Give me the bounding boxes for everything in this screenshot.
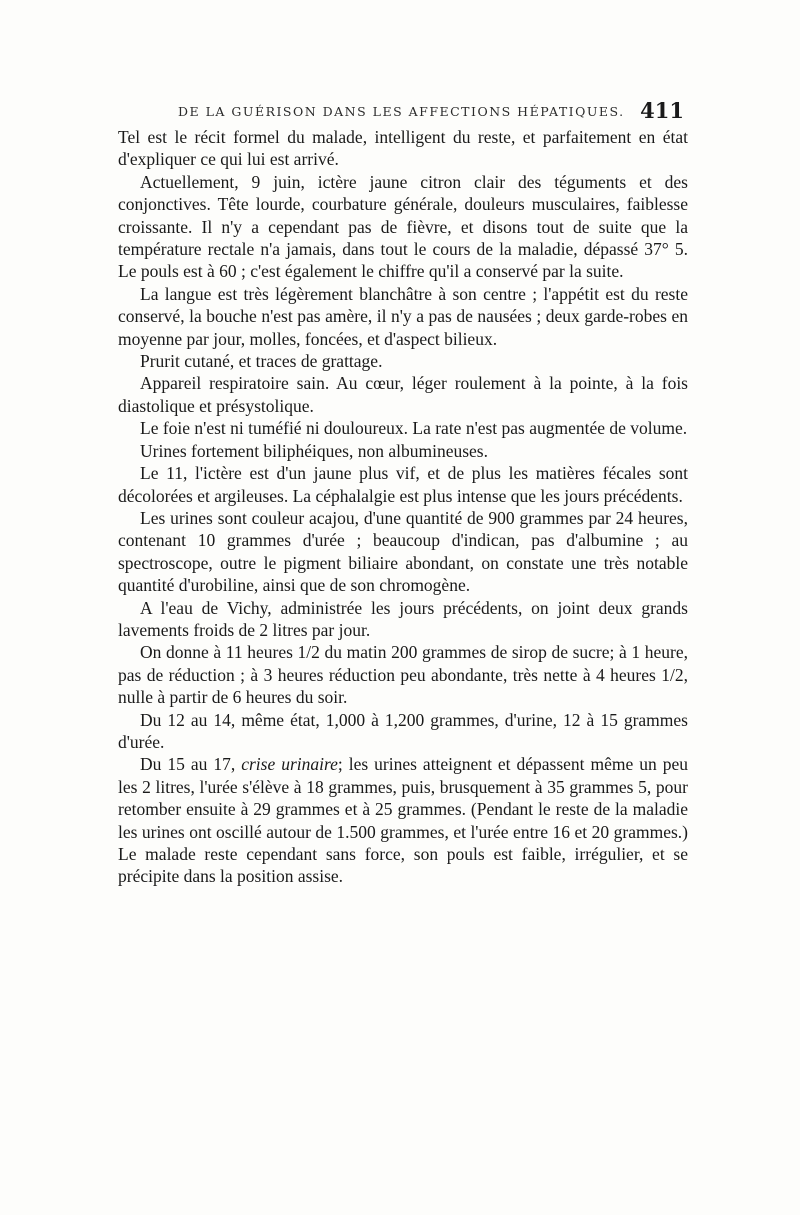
paragraph: Tel est le récit formel du malade, intelligent du reste, et parfaitement en état d'expliquer ce qui lui est arrivé.	[118, 127, 688, 170]
paragraph: La langue est très légèrement blanchâtre à son centre ; l'appétit est du reste conservé, la bouche n'est pas amère, il n'y a pas de nausées ; deux garde-robes en moyenne par jour, molles, foncées, et d'aspect bilieux.	[118, 283, 688, 349]
paragraph: Le 11, l'ictère est d'un jaune plus vif, et de plus les matières fécales sont décolorées et argileuses. La céphalalgie est plus intense que les jours précédents.	[118, 463, 688, 506]
paragraph: A l'eau de Vichy, administrée les jours précédents, on joint deux grands lavements froids de 2 litres par jour.	[118, 597, 688, 640]
paragraph: Urines fortement biliphéiques, non albumineuses.	[140, 440, 488, 461]
emphasis-text: crise urinaire	[241, 754, 338, 775]
paragraph-crise-urinaire	[118, 753, 688, 887]
running-title: DE LA GUÉRISON DANS LES AFFECTIONS HÉPATIQUES.	[178, 104, 625, 119]
paragraph-text: ; les urines atteignent et dépassent même un peu les 2 litres, l'urée s'élève à 18 grammes, puis, brusquement à 35 grammes 5, pour retomber ensuite à 29 grammes et à 25 grammes. (Pendant le reste de la maladie les urines ont oscillé autour de 1.500 grammes, et l'urée entre 16 et 20 grammes.) Le malade reste cependant sans force, son pouls est faible, irrégulier, et se précipite dans la position assise.	[118, 754, 689, 887]
paragraph: Les urines sont couleur acajou, d'une quantité de 900 grammes par 24 heures, contenant 10 grammes d'urée ; beaucoup d'indican, pas d'albumine ; au spectroscope, outre le pigment biliaire abondant, on constate une très notable quantité d'urobiline, ainsi que de son chromogène.	[118, 507, 688, 596]
paragraph: Le foie n'est ni tuméfié ni douloureux. La rate n'est pas augmentée de volume.	[140, 418, 688, 439]
paragraph: On donne à 11 heures 1/2 du matin 200 grammes de sirop de sucre; à 1 heure, pas de réduction ; à 3 heures réduction peu abondante, très nette à 4 heures 1/2, nulle à partir de 6 heures du soir.	[118, 642, 688, 708]
page-number: 411	[640, 98, 684, 123]
paragraph: Actuellement, 9 juin, ictère jaune citron clair des téguments et des conjonctives. Tête lourde, courbature générale, douleurs musculaires, faiblesse croissante. Il n'y a cependant pas de fièvre, et disons tout de suite que la température rectale n'a jamais, dans tout le cours de la maladie, dépassé 37° 5. Le pouls est à 60 ; c'est également le chiffre qu'il a conservé par la suite.	[118, 171, 688, 282]
paragraph: Du 12 au 14, même état, 1,000 à 1,200 grammes, d'urine, 12 à 15 grammes d'urée.	[118, 709, 688, 752]
paragraph: Appareil respiratoire sain. Au cœur, léger roulement à la pointe, à la fois diastolique et présystolique.	[118, 373, 688, 416]
body-text	[118, 126, 688, 888]
paragraph-text: Du 15 au 17,	[140, 754, 242, 775]
page-header	[118, 98, 684, 126]
paragraph: Prurit cutané, et traces de grattage.	[140, 351, 383, 372]
